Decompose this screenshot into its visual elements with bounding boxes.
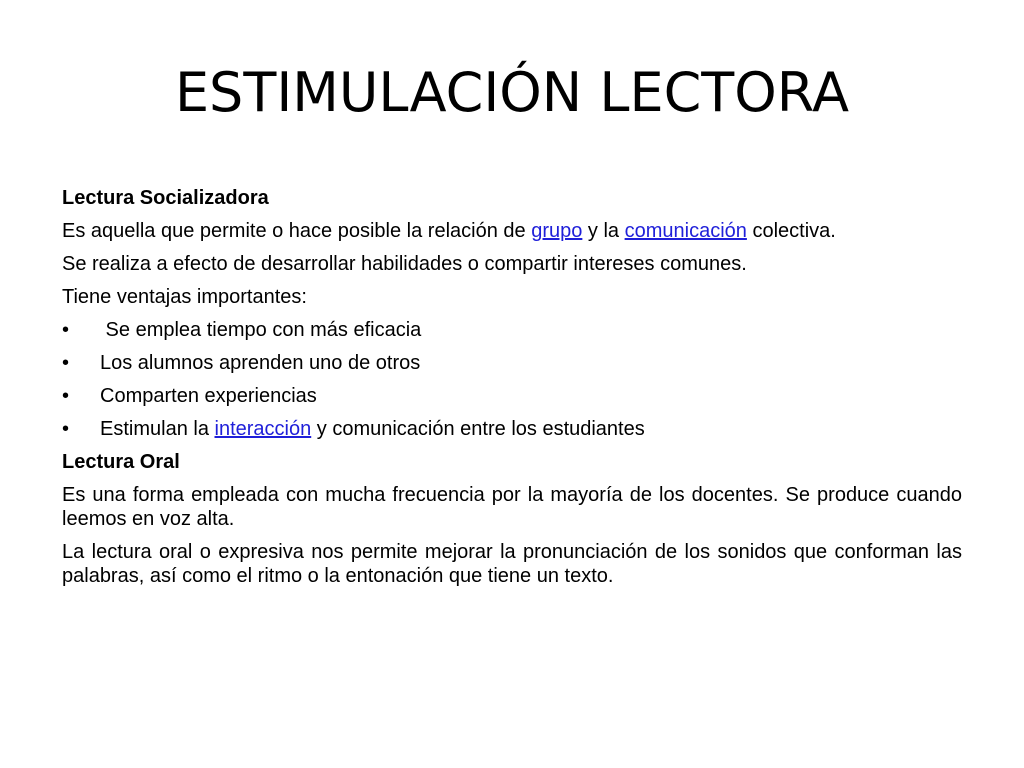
paragraph-realiza: Se realiza a efecto de desarrollar habilidades o compartir intereses comunes.: [62, 253, 747, 275]
bullet-icon: •: [62, 352, 70, 374]
slide-title: ESTIMULACIÓN LECTORA: [174, 61, 850, 124]
heading-lectura-socializadora: Lectura Socializadora: [62, 187, 269, 209]
bullet-item-interaccion: [62, 417, 962, 441]
paragraph-definicion-socializadora: [62, 219, 962, 243]
text-segment: Estimulan la: [100, 418, 215, 440]
link-grupo[interactable]: grupo: [531, 220, 583, 242]
bullet-text: Se emplea tiempo con más eficacia: [100, 319, 422, 341]
bullet-item-eficacia: [62, 318, 962, 342]
text-segment: y la: [582, 220, 625, 242]
text-segment: colectiva.: [746, 220, 836, 242]
heading-lectura-oral: Lectura Oral: [62, 451, 180, 473]
bullet-icon: •: [62, 319, 70, 341]
bullet-icon: •: [62, 418, 70, 440]
paragraph-lectura-expresiva: La lectura oral o expresiva nos permite mejorar la pronunciación de los sonidos que conforman las palabras, así como el ritmo o la entonación que tiene un texto.: [62, 541, 962, 587]
paragraph-forma-empleada: Es una forma empleada con mucha frecuencia por la mayoría de los docentes. Se produce cuando leemos en voz alta.: [62, 484, 962, 530]
bullet-icon: •: [62, 385, 70, 407]
bullet-text: Los alumnos aprenden uno de otros: [100, 352, 421, 374]
bullet-item-experiencias: [62, 384, 962, 408]
bullet-text: Comparten experiencias: [100, 385, 317, 407]
link-interaccion[interactable]: interacción: [214, 418, 312, 440]
slide-body: [62, 186, 962, 597]
bullet-text: [100, 417, 645, 441]
bullet-item-alumnos: [62, 351, 962, 375]
paragraph-ventajas: Tiene ventajas importantes:: [62, 286, 307, 308]
link-comunicacion[interactable]: comunicación: [624, 220, 747, 242]
text-segment: Es aquella que permite o hace posible la relación de: [62, 220, 532, 242]
text-segment: y comunicación entre los estudiantes: [311, 418, 645, 440]
